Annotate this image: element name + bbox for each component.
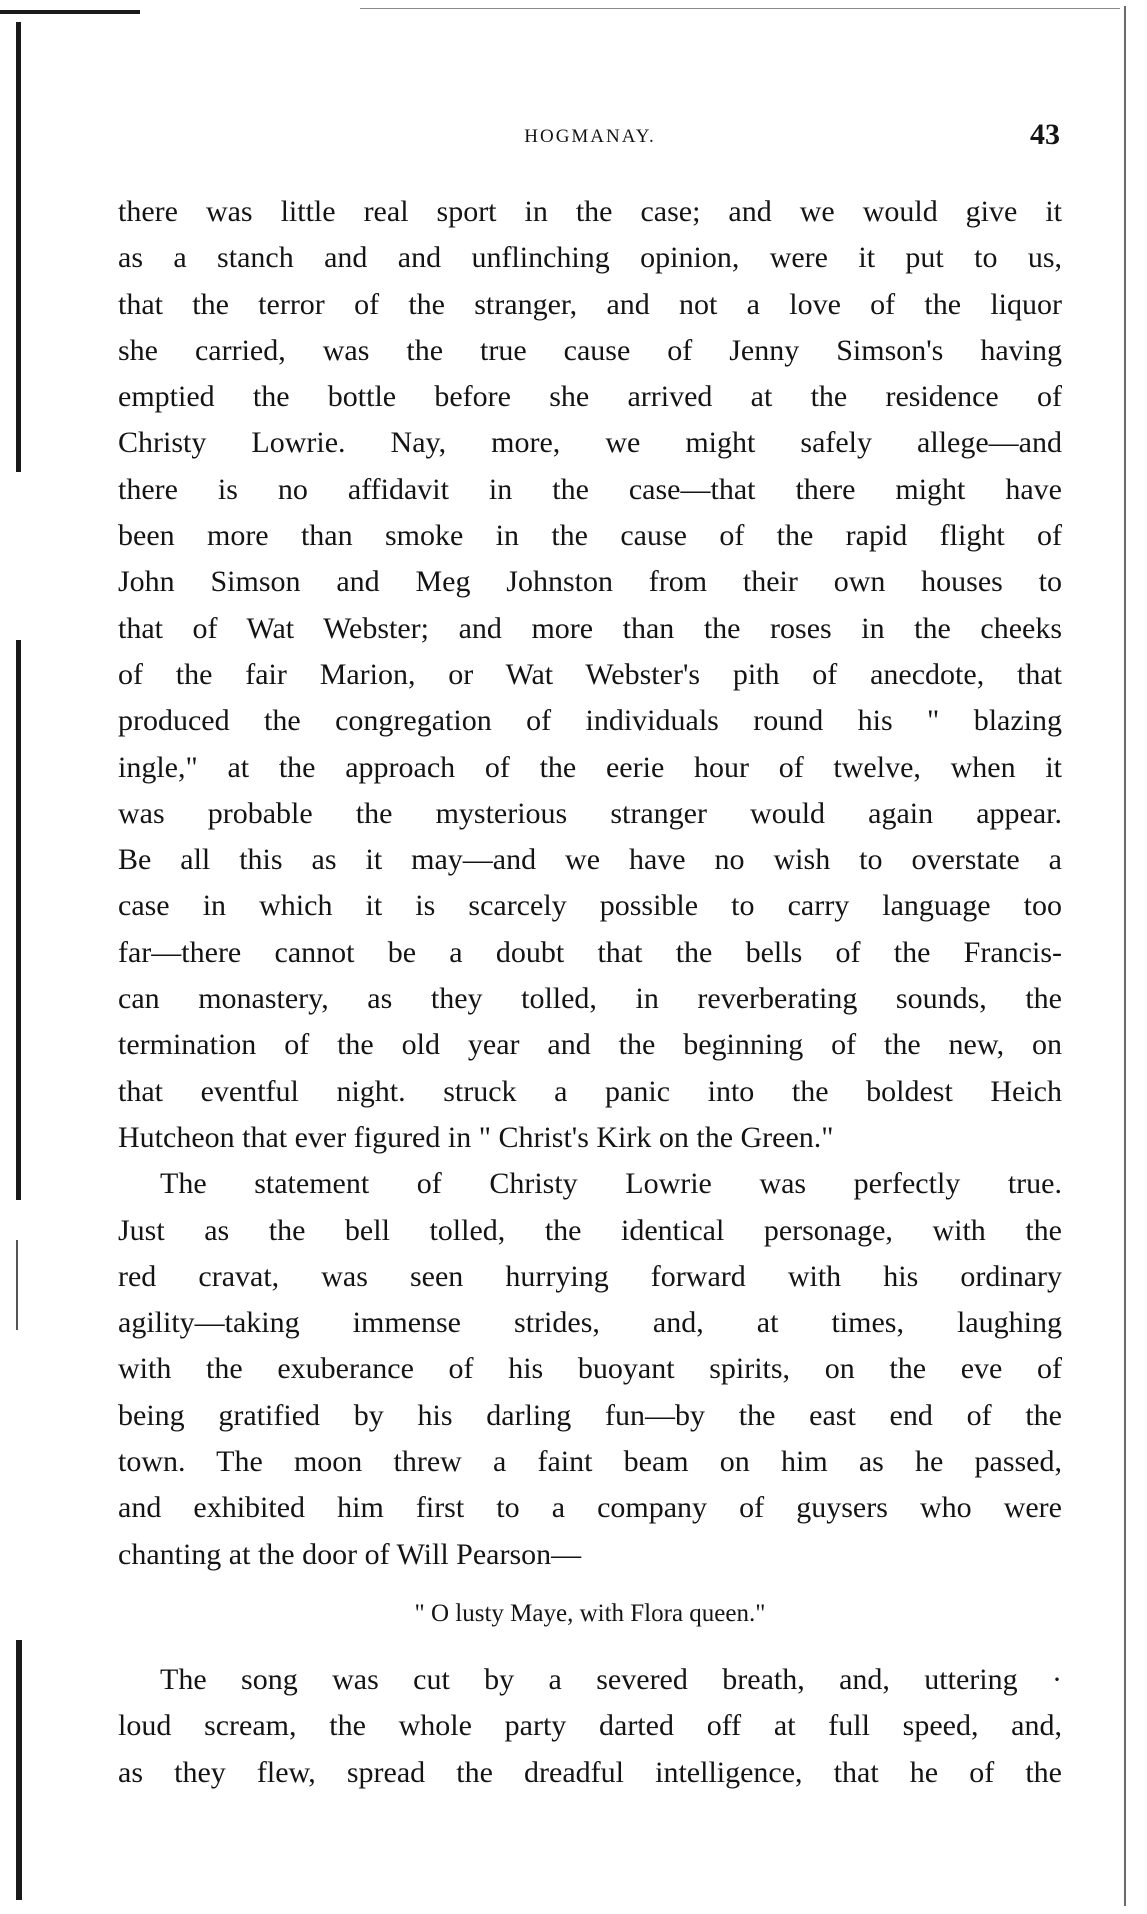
running-head: [120, 118, 1060, 158]
text-line: The statement of Christy Lowrie was perfectly true.: [160, 1167, 1062, 1201]
scan-edge-top-right: [360, 8, 1120, 9]
text-line: red cravat, was seen hurrying forward with his ordinary: [118, 1259, 1062, 1293]
text-line: case in which it is scarcely possible to carry language too: [118, 889, 1062, 923]
verse-quote: " O lusty Maye, with Flora queen.": [414, 1600, 766, 1627]
text-line: chanting at the door of Will Pearson—: [118, 1537, 582, 1571]
text-line: as they flew, spread the dreadful intelligence, that he of the: [118, 1755, 1062, 1789]
text-line: agility—taking immense strides, and, at times, laughing: [118, 1306, 1062, 1340]
text-line: being gratified by his darling fun—by the east end of the: [118, 1398, 1062, 1432]
text-line: can monastery, as they tolled, in reverberating sounds, the: [118, 982, 1062, 1016]
scan-edge-left: [16, 1240, 18, 1330]
text-line: emptied the bottle before she arrived at the residence of: [118, 380, 1062, 414]
text-line: with the exuberance of his buoyant spirits, on the eve of: [118, 1352, 1062, 1386]
text-line: Be all this as it may—and we have no wish to overstate a: [118, 843, 1062, 877]
text-line: of the fair Marion, or Wat Webster's pith of anecdote, that: [118, 657, 1062, 691]
scan-edge-right: [1124, 6, 1126, 1906]
text-line: ingle," at the approach of the eerie hour of twelve, when it: [118, 750, 1062, 784]
text-line: that eventful night. struck a panic into the boldest Heich: [118, 1074, 1062, 1108]
scan-edge-top-left: [0, 10, 140, 14]
text-line: produced the congregation of individuals round his " blazing: [118, 704, 1062, 738]
text-line: as a stanch and and unflinching opinion, were it put to us,: [118, 241, 1062, 275]
scan-edge-left: [16, 22, 21, 472]
text-line: termination of the old year and the beginning of the new, on: [118, 1028, 1062, 1062]
page-number: 43: [1030, 118, 1060, 151]
text-line: Just as the bell tolled, the identical personage, with the: [118, 1213, 1062, 1247]
scan-edge-left: [16, 1640, 22, 1900]
text-line: she carried, was the true cause of Jenny Simson's having: [118, 333, 1062, 367]
body-text: [118, 189, 1062, 1578]
text-line: that of Wat Webster; and more than the roses in the cheeks: [118, 611, 1062, 645]
text-line: town. The moon threw a faint beam on him as he passed,: [118, 1445, 1062, 1479]
text-line: been more than smoke in the cause of the rapid flight of: [118, 519, 1062, 553]
text-line: loud scream, the whole party darted off at full speed, and,: [118, 1709, 1062, 1743]
text-line: The song was cut by a severed breath, and, uttering ·: [160, 1663, 1062, 1696]
text-line: there was little real sport in the case; and we would give it: [118, 195, 1062, 228]
text-line: Christy Lowrie. Nay, more, we might safely allege—and: [118, 426, 1062, 460]
text-line: Hutcheon that ever figured in " Christ's Kirk on the Green.": [118, 1120, 834, 1154]
text-line: there is no affidavit in the case—that there might have: [118, 472, 1062, 506]
text-line: was probable the mysterious stranger would again appear.: [118, 796, 1062, 830]
text-line: that the terror of the stranger, and not a love of the liquor: [118, 287, 1062, 321]
text-line: John Simson and Meg Johnston from their own houses to: [118, 565, 1062, 599]
text-line: far—there cannot be a doubt that the bells of the Francis-: [118, 935, 1062, 969]
text-line: and exhibited him first to a company of guysers who were: [118, 1491, 1062, 1525]
body-text-continued: [118, 1657, 1062, 1796]
scan-edge-left: [16, 640, 21, 1200]
running-head-title: HOGMANAY.: [524, 126, 656, 147]
